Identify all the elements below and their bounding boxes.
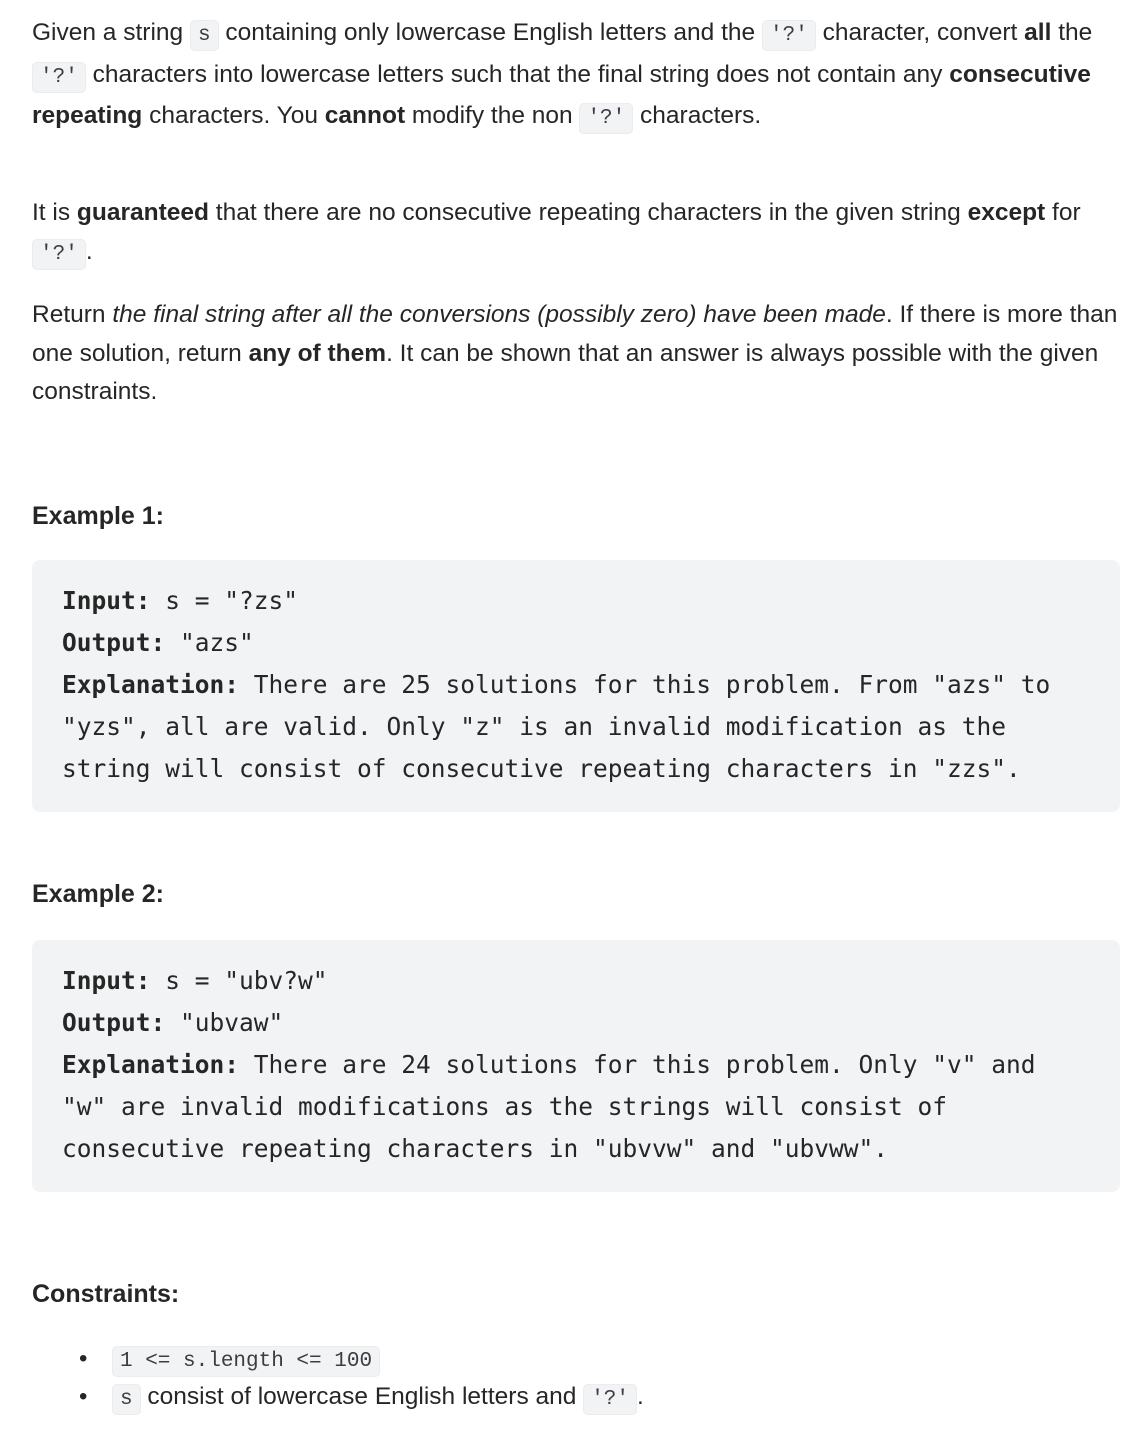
text-run: . If there is more than one solution, return (32, 301, 1118, 367)
text-run: character, convert (815, 19, 1025, 46)
text-run: characters. You (142, 102, 325, 129)
text-run: characters into lowercase letters such that the final string does not contain any (85, 60, 950, 88)
example-2-output: "ubvaw" (165, 1008, 284, 1037)
example-2-output-label: Output: (62, 1008, 166, 1037)
constraint-item (112, 1378, 644, 1416)
text-run: that there are no consecutive repeating characters in the given string (208, 199, 968, 226)
example-1-input-label: Input: (62, 586, 151, 615)
text-run: Given a string (32, 19, 190, 46)
text-run: characters. (633, 102, 762, 129)
text-run: modify the non (405, 102, 580, 129)
example-1-output-label: Output: (62, 628, 166, 657)
example-1-heading: Example 1: (32, 502, 165, 530)
text-run: . It can be shown that an answer is always possible with the given constraints. (32, 339, 1099, 405)
example-1-explanation: There are 25 solutions for this problem. From "azs" to "yzs", all are valid. Only "z" is an invalid modification as the string will consist of consecutive repeating characters in "zzs". (62, 670, 1066, 783)
example-2-block (32, 940, 1120, 1192)
example-1-block (32, 560, 1120, 812)
inline-code: s (112, 1384, 141, 1415)
bold-text: except (967, 199, 1046, 226)
text-run: containing only lowercase English letters and the (218, 19, 762, 46)
text-run: for (1045, 199, 1081, 226)
inline-code: '?' (32, 62, 86, 93)
example-1-explanation-label: Explanation: (62, 670, 240, 699)
example-2-explanation: There are 24 solutions for this problem. Only "v" and "w" are invalid modifications as the strings will consist of consecutive repeating characters in "ubvvw" and "ubvww". (62, 1050, 1051, 1163)
constraint-item (112, 1340, 644, 1378)
example-2-heading: Example 2: (32, 880, 165, 908)
constraints-list (32, 1340, 644, 1416)
italic-text: the final string after all the conversions (possibly zero) have been made (112, 301, 886, 328)
bold-text: guaranteed (76, 199, 209, 226)
inline-code: '?' (32, 239, 86, 270)
text-run: consist of lowercase English letters and (140, 1383, 584, 1410)
example-2-input-label: Input: (62, 966, 151, 995)
text-run: . (637, 1383, 644, 1410)
intro-paragraph-2 (32, 194, 1122, 274)
inline-code: '?' (762, 20, 816, 51)
intro-paragraph-1 (32, 14, 1122, 139)
text-run: the (1051, 19, 1093, 46)
inline-code: '?' (579, 103, 633, 134)
example-1-output: "azs" (165, 628, 254, 657)
text-run: . (85, 237, 93, 265)
text-run: It is (32, 199, 77, 226)
example-2-explanation-label: Explanation: (62, 1050, 240, 1079)
inline-code: 1 <= s.length <= 100 (112, 1346, 380, 1377)
constraints-heading: Constraints: (32, 1280, 180, 1308)
bold-text: all (1024, 19, 1052, 46)
intro-paragraph-3 (32, 296, 1122, 412)
bold-text: any of them (248, 339, 387, 367)
example-1-input: s = "?zs" (150, 586, 299, 615)
example-2-input: s = "ubv?w" (150, 966, 328, 995)
inline-code: s (190, 20, 219, 51)
text-run: Return (32, 301, 113, 328)
bold-text: consecutive repeating (32, 60, 1091, 129)
inline-code: '?' (583, 1384, 637, 1415)
bold-text: cannot (324, 102, 406, 129)
